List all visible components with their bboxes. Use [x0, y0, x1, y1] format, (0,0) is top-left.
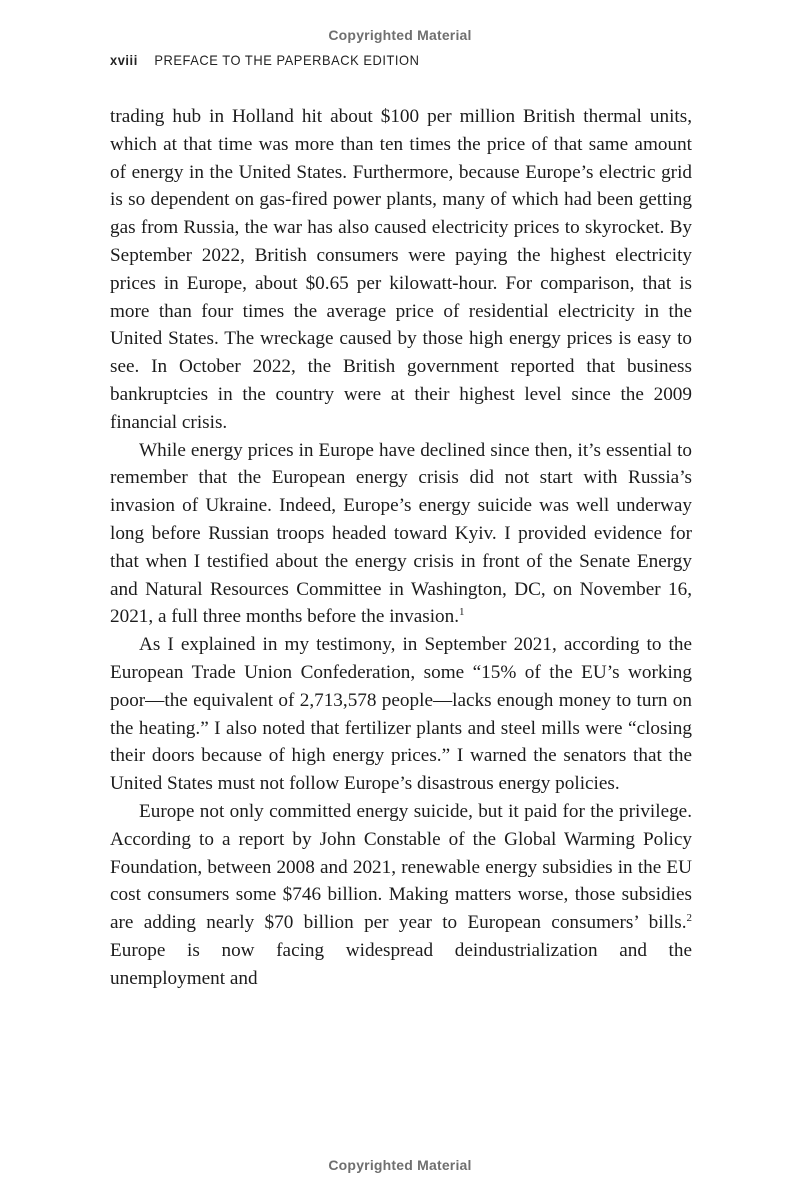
footnote-ref-2[interactable]: 2: [686, 912, 692, 925]
paragraph-text-continued: Europe is now facing widespread deindustrialization and the unemployment and: [110, 939, 692, 989]
paragraph-text: trading hub in Holland hit about $100 per million British thermal units, which at that time was more than ten times the price of that same amount of energy in the United States. Furthermore, because Europe’s electric grid is so dependent on gas-fired power plants, many of which had been getting gas from Russia, the war has also caused electricity prices to skyrocket. By September 2022, British consumers were paying the highest electricity prices in Europe, about $0.65 per kilowatt-hour. For comparison, that is more than four times the average price of residential electricity in the United States. The wreckage caused by those high energy prices is easy to see. In October 2022, the British government reported that business bankruptcies in the country were at their highest level since the 2009 financial crisis.: [110, 106, 692, 433]
copyright-watermark-top: Copyrighted Material: [328, 27, 472, 43]
paragraph-1: [110, 103, 692, 437]
paragraph-4: [110, 798, 692, 993]
running-head: [110, 52, 419, 68]
paragraph-text: As I explained in my testimony, in September 2021, according to the European Trade Union Confederation, some “15% of the EU’s working poor—the equivalent of 2,713,578 people—lacks enough money to turn on the heating.” I also noted that fertilizer plants and steel mills were “closing their doors because of high energy prices.” I warned the senators that the United States must not follow Europe’s disastrous energy policies.: [110, 634, 692, 795]
body-text: [110, 103, 692, 993]
copyright-watermark-bottom: Copyrighted Material: [328, 1157, 472, 1173]
paragraph-3: [110, 631, 692, 798]
page-number: xviii: [110, 52, 138, 68]
footnote-ref-1[interactable]: 1: [459, 606, 465, 619]
paragraph-text: Europe not only committed energy suicide, but it paid for the privilege. According to a report by John Constable of the Global Warming Policy Foundation, between 2008 and 2021, renewable energy subsidies in the EU cost consumers some $746 billion. Making matters worse, those subsidies are adding nearly $70 billion per year to European consumers’ bills.: [110, 800, 692, 934]
running-head-title: PREFACE TO THE PAPERBACK EDITION: [154, 52, 420, 68]
paragraph-2: [110, 437, 692, 632]
paragraph-text: While energy prices in Europe have declined since then, it’s essential to remember that the European energy crisis did not start with Russia’s invasion of Ukraine. Indeed, Europe’s energy suicide was well underway long before Russian troops headed toward Kyiv. I provided evidence for that when I testified about the energy crisis in front of the Senate Energy and Natural Resources Committee in Washington, DC, on November 16, 2021, a full three months before the invasion.: [110, 439, 692, 628]
